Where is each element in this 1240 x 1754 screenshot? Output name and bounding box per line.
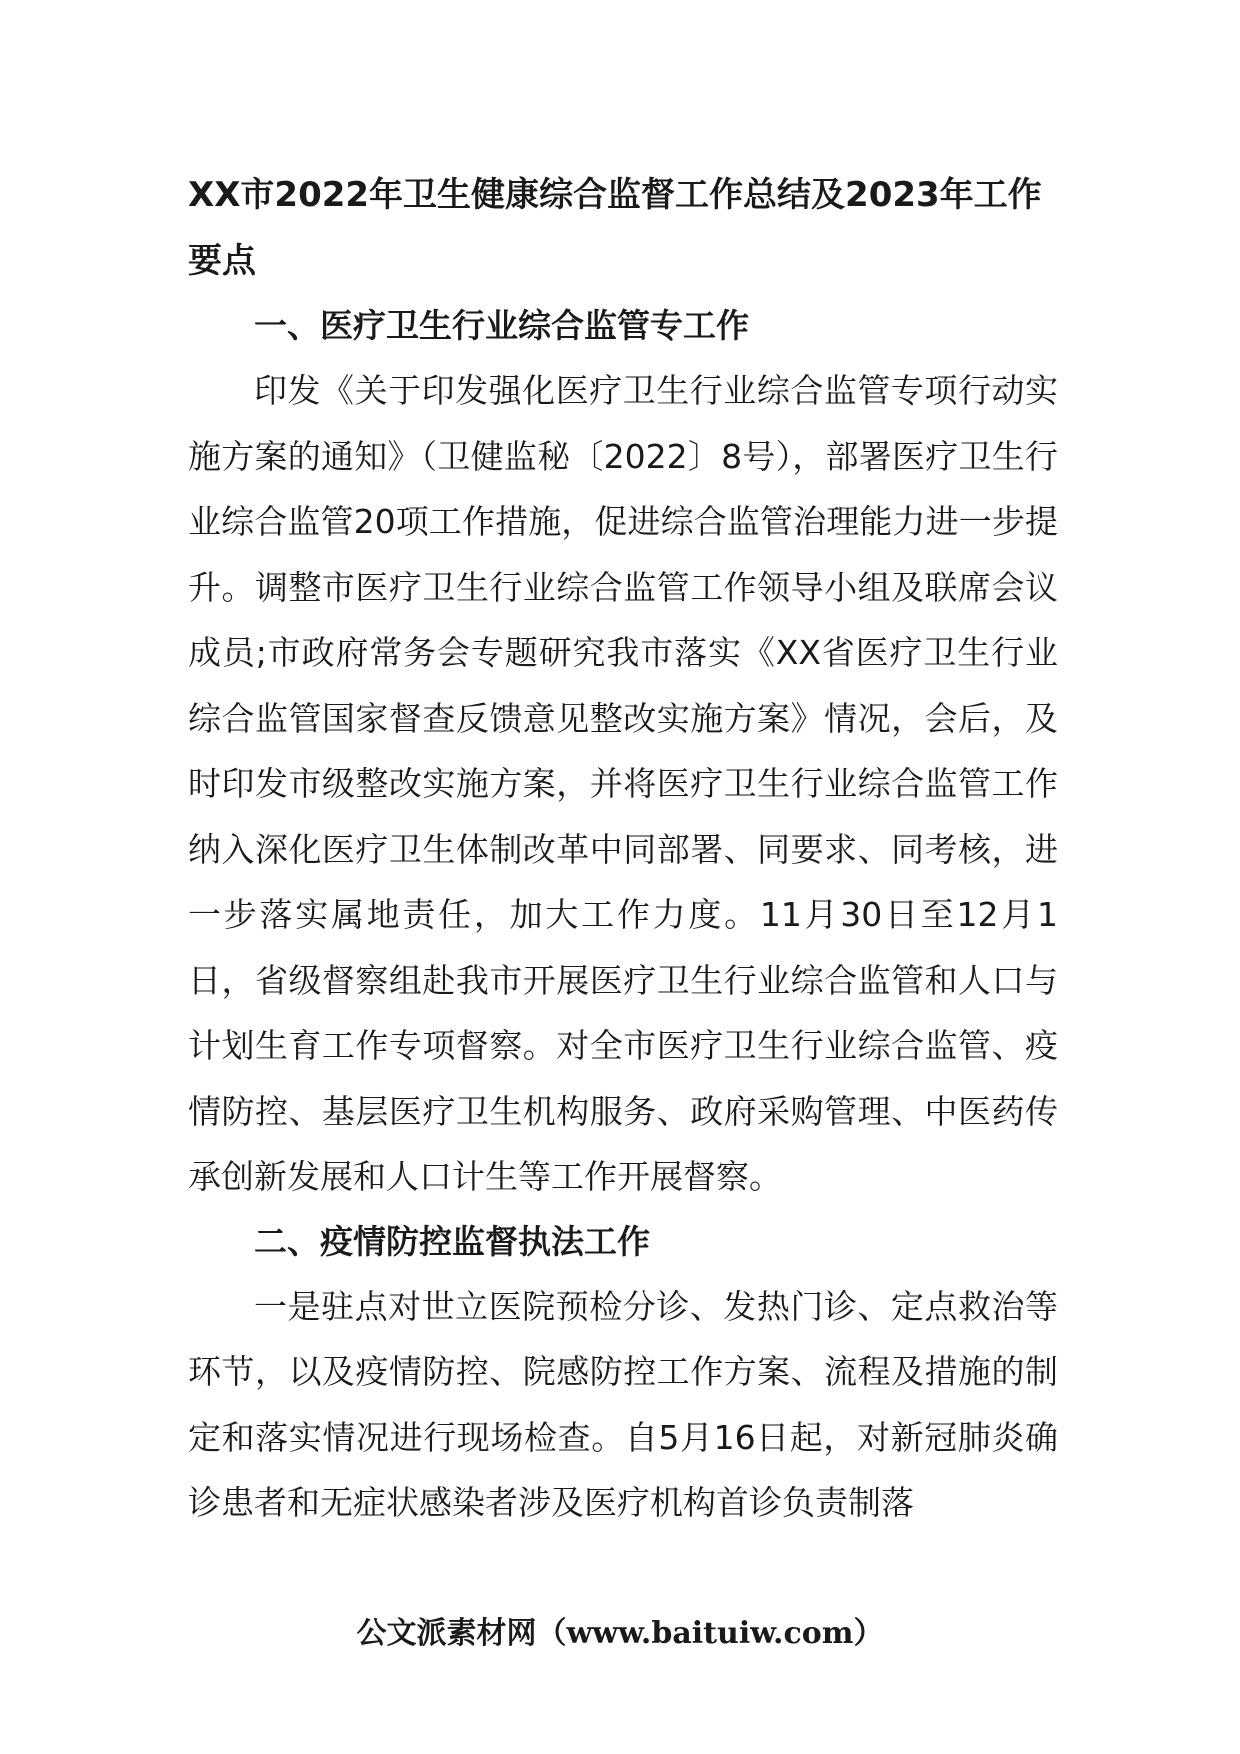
- section-1: [188, 294, 1058, 1210]
- section-heading: 二、疫情防控监督执法工作: [254, 1221, 650, 1261]
- document-body: [188, 162, 1058, 1536]
- section-2: [188, 1210, 1058, 1536]
- paragraph: 印发《关于印发强化医疗卫生行业综合监管专项行动实施方案的通知》（卫健监秘〔2022〕8号），部署医疗卫生行业综合监管20项工作措施，促进综合监管治理能力进一步提升。调整市医疗卫生行业综合监管工作领导小组及联席会议成员;市政府常务会专题研究我市落实《XX省医疗卫生行业综合监管国家督查反馈意见整改实施方案》情况，会后，及时印发市级整改实施方案，并将医疗卫生行业综合监管工作纳入深化医疗卫生体制改革中同部署、同要求、同考核，进一步落实属地责任，加大工作力度。11月30日至12月1日，省级督察组赴我市开展医疗卫生行业综合监管和人口与计划生育工作专项督察。对全市医疗卫生行业综合监管、疫情防控、基层医疗卫生机构服务、政府采购管理、中医药传承创新发展和人口计生等工作开展督察。: [188, 371, 1058, 1196]
- document-title: XX市2022年卫生健康综合监督工作总结及2023年工作要点: [188, 175, 1042, 281]
- footer-watermark: 公文派素材网（www.baituiw.com）: [356, 1616, 884, 1651]
- section-heading: 一、医疗卫生行业综合监管专工作: [254, 306, 749, 345]
- paragraph: 一是驻点对世立医院预检分诊、发热门诊、定点救治等环节，以及疫情防控、院感防控工作方案、流程及措施的制定和落实情况进行现场检查。自5月16日起，对新冠肺炎确诊患者和无症状感染者涉及医疗机构首诊负责制落: [188, 1286, 1058, 1522]
